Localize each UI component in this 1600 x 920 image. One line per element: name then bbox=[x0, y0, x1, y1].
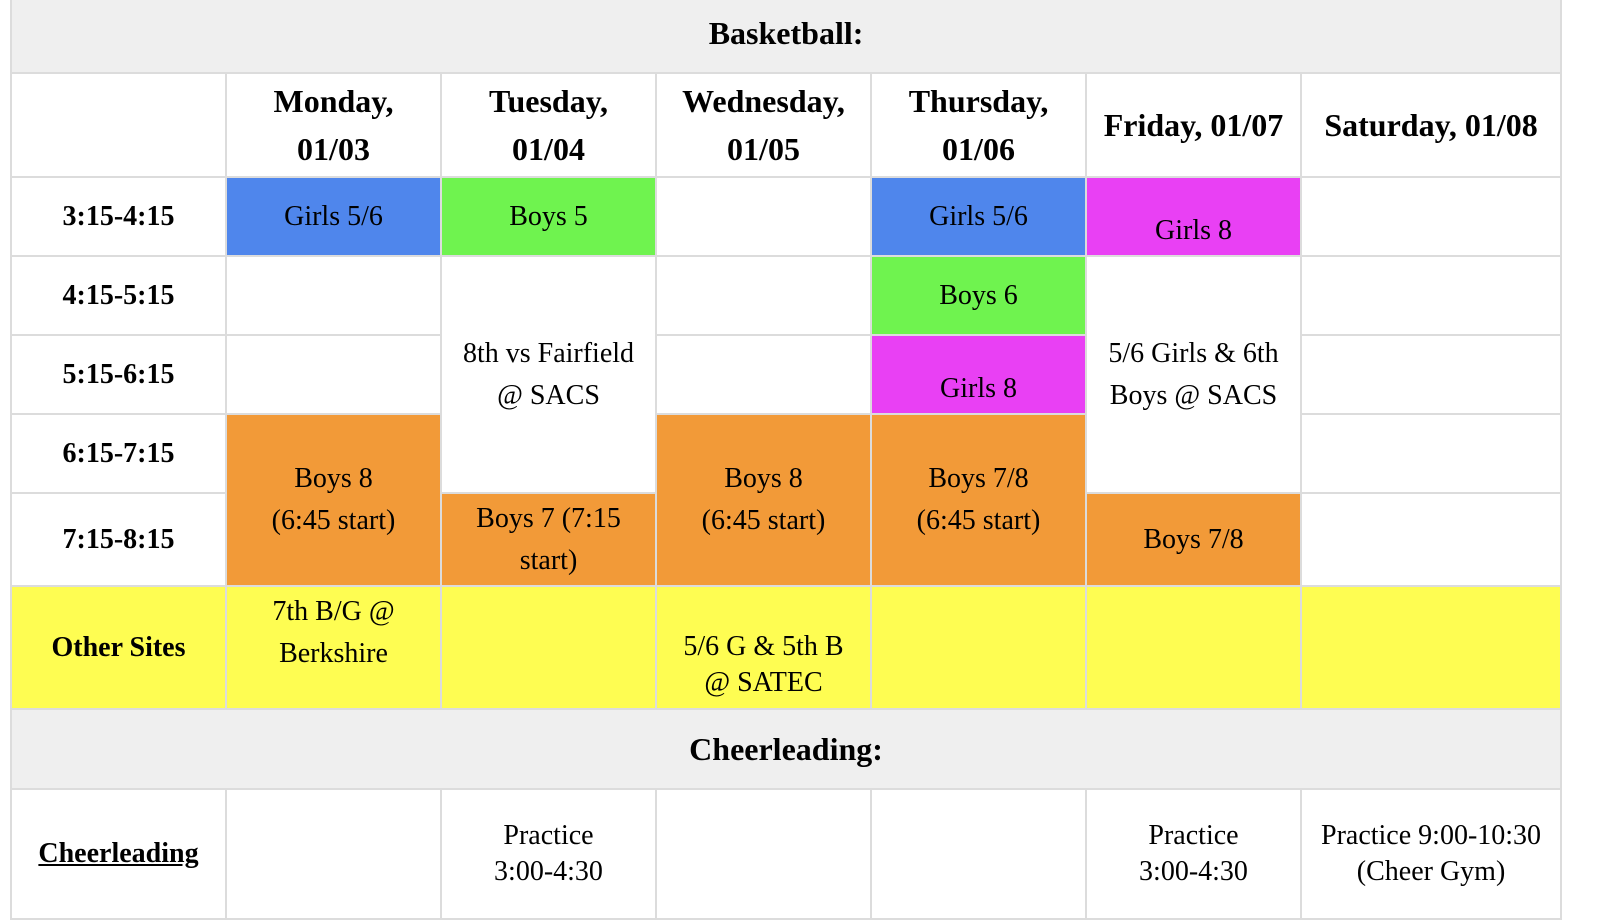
empty-cell bbox=[656, 177, 871, 256]
event-cell-fri-315: Girls 8 bbox=[1086, 177, 1301, 256]
empty-cell bbox=[656, 256, 871, 335]
time-row-515 bbox=[11, 335, 1561, 414]
basketball-title-row bbox=[11, 0, 1561, 73]
cheer-cell-fri: Practice 3:00-4:30 bbox=[1086, 789, 1301, 919]
schedule-table bbox=[10, 0, 1562, 920]
empty-cell bbox=[1301, 256, 1561, 335]
basketball-title: Basketball: bbox=[11, 0, 1561, 73]
empty-cell bbox=[871, 789, 1086, 919]
empty-cell bbox=[1301, 335, 1561, 414]
other-sites-label: Other Sites bbox=[11, 586, 226, 709]
other-site-cell-wed: 5/6 G & 5th B @ SATEC bbox=[656, 586, 871, 709]
event-cell-wed-615: Boys 8 (6:45 start) bbox=[656, 414, 871, 586]
day-header-monday: Monday, 01/03 bbox=[226, 73, 441, 177]
time-label: 4:15-5:15 bbox=[11, 256, 226, 335]
cheerleading-label: Cheerleading bbox=[11, 789, 226, 919]
empty-cell bbox=[226, 789, 441, 919]
empty-cell bbox=[871, 586, 1086, 709]
empty-cell bbox=[656, 789, 871, 919]
empty-cell bbox=[1301, 586, 1561, 709]
other-site-cell-mon: 7th B/G @ Berkshire bbox=[226, 586, 441, 709]
day-header-tuesday: Tuesday, 01/04 bbox=[441, 73, 656, 177]
empty-cell bbox=[226, 335, 441, 414]
empty-cell bbox=[1086, 586, 1301, 709]
event-cell-thu-315: Girls 5/6 bbox=[871, 177, 1086, 256]
empty-cell bbox=[1301, 493, 1561, 586]
time-label: 7:15-8:15 bbox=[11, 493, 226, 586]
cheer-cell-sat: Practice 9:00-10:30 (Cheer Gym) bbox=[1301, 789, 1561, 919]
day-header-thursday: Thursday, 01/06 bbox=[871, 73, 1086, 177]
event-cell-mon-615: Boys 8 (6:45 start) bbox=[226, 414, 441, 586]
event-cell-thu-515: Girls 8 bbox=[871, 335, 1086, 414]
event-cell-tue-415: 8th vs Fairfield @ SACS bbox=[441, 256, 656, 493]
empty-cell bbox=[226, 256, 441, 335]
cheerleading-title: Cheerleading: bbox=[11, 709, 1561, 789]
day-header-wednesday: Wednesday, 01/05 bbox=[656, 73, 871, 177]
cheerleading-title-row bbox=[11, 709, 1561, 789]
empty-cell bbox=[656, 335, 871, 414]
event-cell-fri-415: 5/6 Girls & 6th Boys @ SACS bbox=[1086, 256, 1301, 493]
time-row-415 bbox=[11, 256, 1561, 335]
day-header-saturday: Saturday, 01/08 bbox=[1301, 73, 1561, 177]
event-cell-thu-615: Boys 7/8 (6:45 start) bbox=[871, 414, 1086, 586]
time-label: 5:15-6:15 bbox=[11, 335, 226, 414]
empty-cell bbox=[1301, 177, 1561, 256]
event-cell-mon-315: Girls 5/6 bbox=[226, 177, 441, 256]
time-label: 3:15-4:15 bbox=[11, 177, 226, 256]
event-cell-fri-715: Boys 7/8 bbox=[1086, 493, 1301, 586]
other-sites-row bbox=[11, 586, 1561, 709]
day-header-row bbox=[11, 73, 1561, 177]
empty-cell bbox=[441, 586, 656, 709]
time-row-315 bbox=[11, 177, 1561, 256]
cheerleading-row bbox=[11, 789, 1561, 919]
time-label: 6:15-7:15 bbox=[11, 414, 226, 493]
event-cell-tue-715: Boys 7 (7:15 start) bbox=[441, 493, 656, 586]
cheer-cell-tue: Practice 3:00-4:30 bbox=[441, 789, 656, 919]
day-header-friday: Friday, 01/07 bbox=[1086, 73, 1301, 177]
corner-cell bbox=[11, 73, 226, 177]
time-row-615 bbox=[11, 414, 1561, 493]
event-cell-thu-415: Boys 6 bbox=[871, 256, 1086, 335]
event-cell-tue-315: Boys 5 bbox=[441, 177, 656, 256]
empty-cell bbox=[1301, 414, 1561, 493]
